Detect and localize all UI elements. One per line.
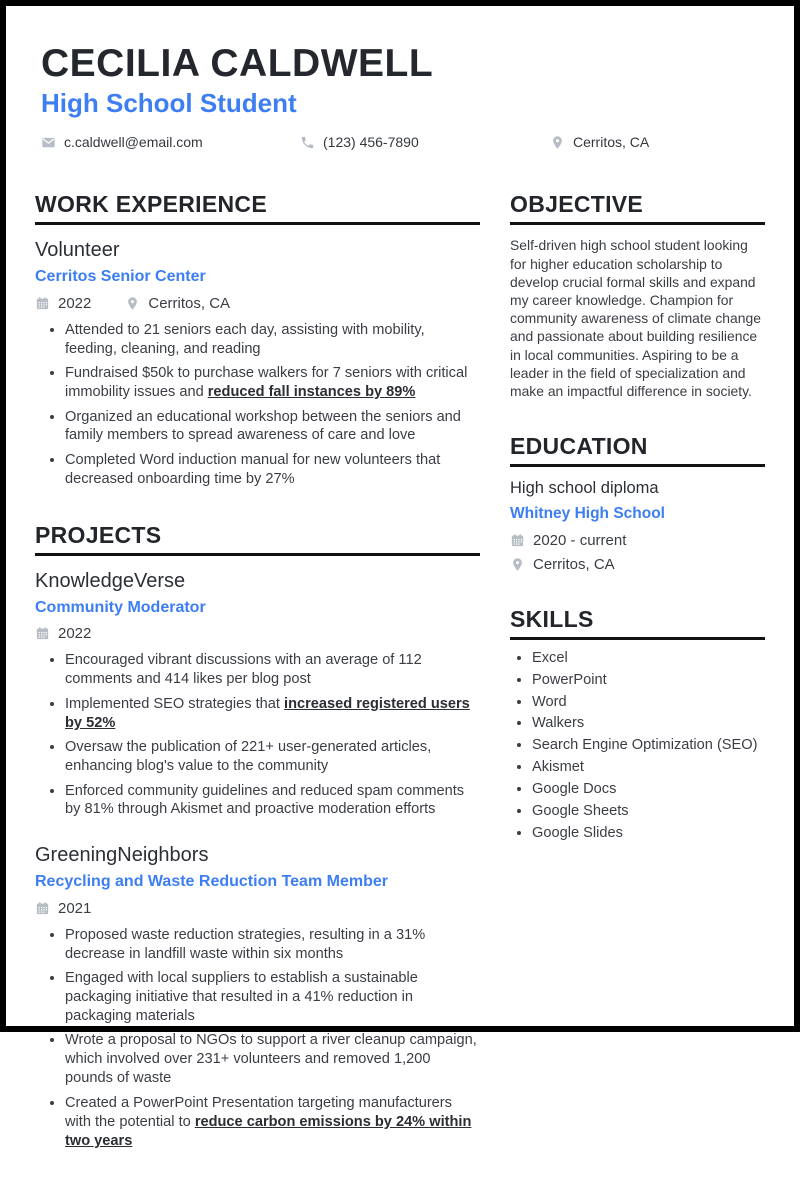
skill-item: • Google Sheets (532, 803, 765, 819)
education-meta (510, 532, 765, 573)
section-heading-skills: SKILLS (510, 607, 765, 640)
calendar-icon (35, 296, 50, 311)
objective-section (510, 192, 765, 400)
content-columns (35, 192, 765, 1185)
section-heading: PROJECTS (35, 523, 480, 556)
left-column (35, 192, 480, 1185)
section-heading: WORK EXPERIENCE (35, 192, 480, 225)
bullet-item: • Completed Word induction manual for new volunteers that decreased onboarding time by 27% (65, 451, 480, 489)
entry-location-text: Cerritos, CA (148, 294, 231, 312)
skill-item: • Google Docs (532, 781, 765, 797)
resume-header (35, 44, 765, 150)
location-icon (125, 296, 140, 311)
bullet-item: • Created a PowerPoint Presentation targeting manufacturers with the potential to reduce carbon emissions by 24% within two years (65, 1094, 480, 1151)
skill-item: • Akismet (532, 759, 765, 775)
bullet-highlight: reduced fall instances by 89% (207, 384, 416, 401)
entry-meta (35, 900, 480, 917)
contact-item-text: Cerritos, CA (573, 134, 650, 151)
entry (35, 238, 480, 488)
location-icon (510, 557, 525, 572)
bullet-item: • Encouraged vibrant discussions with an average of 112 comments and 414 likes per blog post (65, 651, 480, 689)
location-icon (550, 135, 565, 150)
skill-item: • Excel (532, 650, 765, 666)
entry-meta (35, 625, 480, 642)
objective-text: Self-driven high school student looking for higher education scholarship to develop crucial formal skills and expand my career knowledge. Champion for community awareness of climate change and passionate about building resilience in local communities. Aspiring to be a leader in the field of specialization and make an impactful difference in society. (510, 237, 761, 400)
education-section (510, 434, 765, 573)
education-school: Whitney High School (510, 505, 665, 523)
contact-item (300, 134, 550, 150)
entry-subtitle: Cerritos Senior Center (35, 268, 206, 286)
education-degree: High school diploma (510, 479, 659, 498)
education-location (510, 556, 765, 573)
entry-date-text: 2021 (58, 899, 92, 917)
entry (35, 569, 480, 819)
bullet-list (35, 321, 480, 489)
skill-item: • Search Engine Optimization (SEO) (532, 737, 765, 753)
contact-row (41, 134, 765, 150)
education-date-text: 2020 - current (533, 531, 627, 549)
contact-item-text: c.caldwell@email.com (64, 134, 203, 151)
contact-item (41, 134, 300, 150)
bullet-item: • Enforced community guidelines and reduced spam comments by 81% through Akismet and proactive moderation efforts (65, 782, 480, 820)
bullet-item: • Engaged with local suppliers to establish a sustainable packaging initiative that resulted in a 41% reduction in packaging materials (65, 969, 480, 1026)
bullet-item: • Wrote a proposal to NGOs to support a river cleanup campaign, which involved over 231+ volunteers and removed 1,200 pounds of waste (65, 1031, 480, 1088)
entry-subtitle: Recycling and Waste Reduction Team Member (35, 873, 388, 891)
bullet-list (35, 651, 480, 819)
column-gap (480, 192, 510, 1185)
skill-item: • Google Slides (532, 825, 765, 841)
entry-date (35, 900, 91, 917)
skill-item: • Word (532, 694, 765, 710)
email-icon (41, 135, 56, 150)
calendar-icon (35, 626, 50, 641)
bullet-item: • Implemented SEO strategies that increased registered users by 52% (65, 695, 480, 733)
skill-item: • Walkers (532, 715, 765, 731)
skill-item: • PowerPoint (532, 672, 765, 688)
section-heading-objective: OBJECTIVE (510, 192, 765, 225)
entry-date-text: 2022 (58, 294, 92, 312)
entry-title: GreeningNeighbors (35, 844, 209, 867)
section-heading-education: EDUCATION (510, 434, 765, 467)
entry-date-text: 2022 (58, 625, 92, 643)
entry-date (35, 295, 91, 312)
bullet-highlight: reduce carbon emissions by 24% within two years (65, 1113, 472, 1149)
person-title: High School Student (41, 88, 297, 118)
entry-subtitle: Community Moderator (35, 599, 206, 617)
bullet-item: • Fundraised $50k to purchase walkers for 7 seniors with critical immobility issues and reduced fall instances by 89% (65, 364, 480, 402)
bullet-item: • Organized an educational workshop between the seniors and family members to spread awareness of care and love (65, 408, 480, 446)
contact-item (550, 134, 649, 150)
entry-title: Volunteer (35, 239, 120, 262)
phone-icon (300, 135, 315, 150)
entry-date (35, 625, 91, 642)
contact-item-text: (123) 456-7890 (323, 134, 419, 151)
bullet-item: • Attended to 21 seniors each day, assisting with mobility, feeding, cleaning, and reading (65, 321, 480, 359)
bullet-item: • Proposed waste reduction strategies, resulting in a 31% decrease in landfill waste within six months (65, 926, 480, 964)
skills-list (510, 650, 765, 841)
entry-title: KnowledgeVerse (35, 570, 186, 593)
calendar-icon (510, 533, 525, 548)
entry-location (125, 295, 230, 312)
entry (35, 843, 480, 1150)
section-projects (35, 523, 480, 1151)
bullet-list (35, 926, 480, 1151)
bullet-item: • Oversaw the publication of 221+ user-generated articles, enhancing blog's value to the community (65, 738, 480, 776)
education-location-text: Cerritos, CA (533, 555, 615, 573)
skills-section (510, 607, 765, 841)
bullet-highlight: increased registered users by 52% (65, 695, 470, 731)
right-column (510, 192, 765, 1185)
person-name: CECILIA CALDWELL (41, 42, 434, 85)
calendar-icon (35, 901, 50, 916)
entry-meta (35, 295, 480, 312)
education-date (510, 532, 765, 549)
section-work-experience (35, 192, 480, 489)
